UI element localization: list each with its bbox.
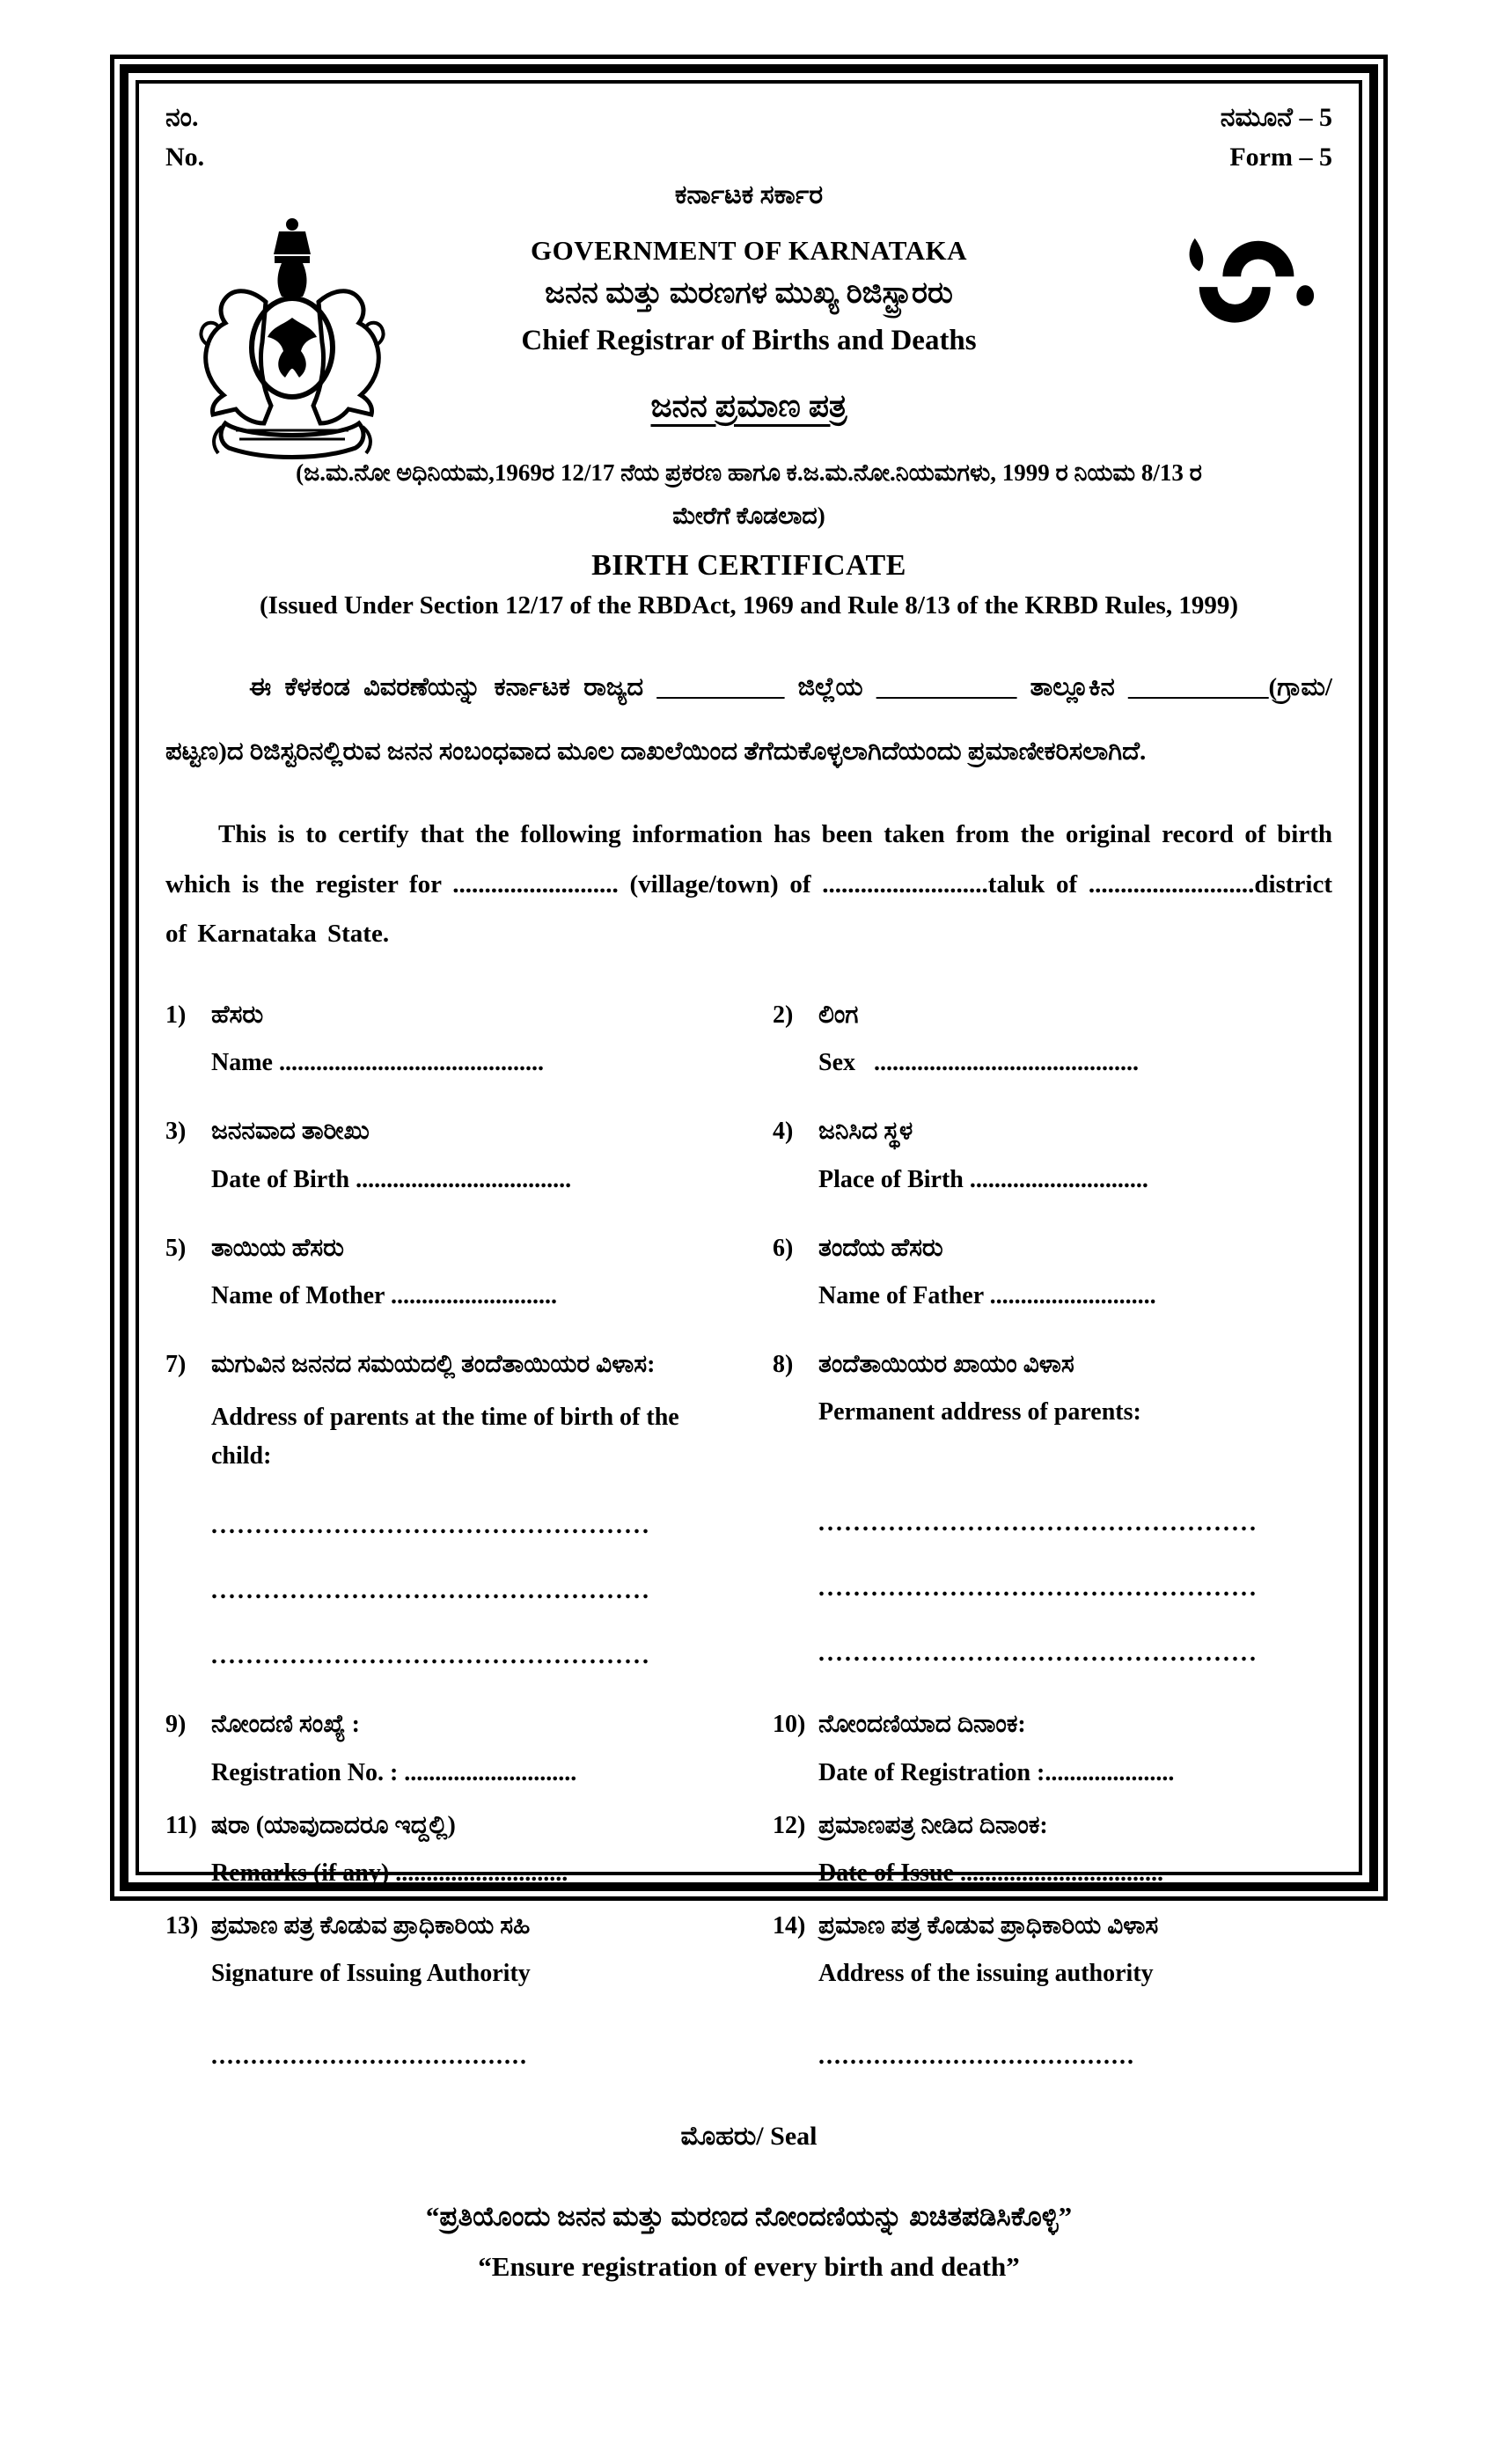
field-row-3-4 (165, 1116, 1332, 1193)
field-place-of-birth (773, 1116, 1332, 1193)
certificate-border (110, 55, 1388, 2283)
top-row (165, 98, 1332, 177)
field-label-en: Date of Registration :..................... (818, 1758, 1175, 1786)
field-permanent-address (773, 1349, 1332, 1670)
form-label-en: Form – 5 (1229, 143, 1332, 172)
act-reference-en: (Issued Under Section 12/17 of the RBDAct, 1969 and Rule 8/13 of the KRBD Rules, 1999) (260, 591, 1238, 620)
karnataka-state-emblem-icon (190, 214, 394, 478)
field-issuing-address (773, 1910, 1332, 2071)
registrar-title-en: Chief Registrar of Births and Deaths (521, 325, 977, 356)
field-label-kn: ಲಿಂಗ (818, 1001, 859, 1029)
field-number: 5) (165, 1234, 187, 1262)
no-label-kn: ನಂ. (165, 103, 199, 132)
address-blank-line: .................................................. (818, 1574, 1258, 1602)
field-row-9-10 (165, 1709, 1332, 1786)
certificate-border-mid (120, 64, 1378, 2283)
address-blank-line: .................................................. (211, 1512, 651, 1540)
field-label-en: Remarks (if any) ............................ (211, 1859, 568, 1887)
field-label-en: Place of Birth ............................. (818, 1165, 1148, 1193)
field-remarks (165, 1810, 757, 1888)
field-label-kn: ತಾಯಿಯ ಹೆಸರು (211, 1234, 344, 1262)
field-number: 1) (165, 1001, 187, 1029)
field-label-en: Name ........................................... (211, 1049, 544, 1077)
field-label-en: Registration No. : ............................ (211, 1758, 577, 1786)
field-label-kn: ಪ್ರಮಾಣ ಪತ್ರ ಕೊಡುವ ಪ್ರಾಧಿಕಾರಿಯ ವಿಳಾಸ (818, 1911, 1159, 1940)
field-row-7-8 (165, 1349, 1332, 1670)
field-label-kn: ಜನನವಾದ ತಾರೀಖು (211, 1118, 370, 1146)
number-block (165, 98, 204, 177)
field-number: 3) (165, 1118, 187, 1146)
act-reference-kn: (ಜ.ಮ.ನೋ ಅಧಿನಿಯಮ,1969ರ 12/17 ನೆಯ ಪ್ರಕರಣ ಹಾಗೂ ಕ.ಜ.ಮ.ನೋ.ನಿಯಮಗಳು, 1999 ರ ನಿಯಮ 8/13 ರ ಮೇರೆಗೆ ಕೊಡಲಾದ) (296, 459, 1202, 529)
field-issue-date (773, 1810, 1332, 1888)
field-birth-address (165, 1349, 757, 1670)
footer-quote-en: “Ensure registration of every birth and death” (478, 2251, 1020, 2283)
signature-blank-line: ........................................ (211, 2042, 528, 2071)
field-number: 6) (773, 1234, 794, 1262)
field-label-kn: ನೋಂದಣಿ ಸಂಖ್ಯೆ : (211, 1711, 360, 1739)
field-number: 8) (773, 1351, 794, 1378)
field-label-en: Date of Issue ................................. (818, 1859, 1163, 1887)
signature-blank-line: ........................................ (818, 2042, 1135, 2071)
field-label-en: Signature of Issuing Authority (211, 1960, 531, 1988)
field-sex (773, 1000, 1332, 1077)
certificate-title-en: BIRTH CERTIFICATE (591, 549, 906, 583)
field-label-en: Name of Father ........................... (818, 1282, 1156, 1309)
field-label-kn: ಪ್ರಮಾಣಪತ್ರ ನೀಡಿದ ದಿನಾಂಕ: (818, 1811, 1048, 1839)
fields-section (165, 1000, 1332, 2072)
footer-quote-kn: “ಪ್ರತಿಯೊಂದು ಜನನ ಮತ್ತು ಮರಣದ ನೋಂದಣಿಯನ್ನು ಖಚಿತಪಡಿಸಿಕೊಳ್ಳಿ” (425, 2201, 1073, 2233)
header (165, 177, 1332, 425)
field-number: 14) (773, 1911, 806, 1940)
field-number: 2) (773, 1001, 794, 1029)
address-blank-line: .................................................. (818, 1509, 1258, 1537)
field-number: 12) (773, 1811, 806, 1839)
form-number-block (1221, 98, 1332, 177)
field-label-kn: ಮಗುವಿನ ಜನನದ ಸಮಯದಲ್ಲಿ ತಂದೆತಾಯಿಯರ ವಿಳಾಸ: (211, 1351, 656, 1378)
field-label-kn: ತಂದೆತಾಯಿಯರ ಖಾಯಂ ವಿಳಾಸ (818, 1351, 1074, 1378)
field-mother-name (165, 1233, 757, 1310)
field-number: 7) (165, 1351, 187, 1378)
field-label-kn: ಜನಿಸಿದ ಸ್ಥಳ (818, 1118, 913, 1146)
field-name (165, 1000, 757, 1077)
field-number: 11) (165, 1811, 197, 1839)
field-row-5-6 (165, 1233, 1332, 1310)
field-date-of-birth (165, 1116, 757, 1193)
field-registration-no (165, 1709, 757, 1786)
field-label-kn: ತಂದೆಯ ಹೆಸರು (818, 1234, 943, 1262)
field-number: 13) (165, 1911, 199, 1940)
field-row-11-12 (165, 1810, 1332, 1888)
field-number: 10) (773, 1711, 806, 1739)
field-row-13-14 (165, 1910, 1332, 2071)
field-issuing-signature (165, 1910, 757, 2071)
field-label-en: Sex ........................................... (818, 1049, 1139, 1077)
certificate-body (136, 80, 1362, 2283)
no-label-en: No. (165, 143, 205, 172)
address-blank-line: .................................................. (818, 1639, 1258, 1668)
field-number: 4) (773, 1118, 794, 1146)
field-row-1-2 (165, 1000, 1332, 1077)
government-title-kn: ಕರ್ನಾಟಕ ಸರ್ಕಾರ (674, 180, 824, 209)
field-number: 9) (165, 1711, 187, 1739)
field-label-kn: ನೋಂದಣಿಯಾದ ದಿನಾಂಕ: (818, 1711, 1026, 1739)
field-label-kn: ಹೆಸರು (211, 1001, 264, 1029)
field-label-kn: ಷರಾ (ಯಾವುದಾದರೂ ಇದ್ದಲ್ಲಿ) (211, 1811, 456, 1839)
intro-paragraph-en: This is to certify that the following information has been taken from the original record of birth which is the register for .......................... (village/town) of ..........................taluk of ..........................district of Karnataka State. (165, 820, 1332, 949)
field-label-en: Date of Birth ................................... (211, 1165, 572, 1193)
seal-label: ಮೊಹರು/ Seal (680, 2122, 818, 2152)
field-father-name (773, 1233, 1332, 1310)
address-blank-line: .................................................. (211, 1642, 651, 1670)
government-title-en: GOVERNMENT OF KARNATAKA (530, 235, 968, 266)
registrar-title-kn: ಜನನ ಮತ್ತು ಮರಣಗಳ ಮುಖ್ಯ ರಿಜಿಸ್ಟ್ರಾರರು (545, 277, 953, 310)
field-registration-date (773, 1709, 1332, 1786)
field-label-en: Address of parents at the time of birth of the child: (211, 1404, 679, 1470)
form-label-kn: ನಮೂನೆ – 5 (1220, 103, 1332, 132)
field-label-en: Permanent address of parents: (818, 1398, 1141, 1426)
births-deaths-registrar-logo-icon (1181, 230, 1320, 355)
field-label-en: Name of Mother ........................... (211, 1282, 557, 1309)
address-blank-line: .................................................. (211, 1577, 651, 1605)
intro-paragraph-kn: ಈ ಕೆಳಕಂಡ ವಿವರಣೆಯನ್ನು ಕರ್ನಾಟಕ ರಾಜ್ಯದ __________ ಜಿಲ್ಲೆಯ ___________ ತಾಲ್ಲೂಕಿನ ___________(ಗ್ರಾಮ/ಪಟ್ಟಣ)ದ ರಿಜಿಸ್ಟರಿನಲ್ಲಿರುವ ಜನನ ಸಂಬಂಧವಾದ ಮೂಲ ದಾಖಲೆಯಿಂದ ತೆಗೆದುಕೊಳ್ಳಲಾಗಿದೆಯಂದು ಪ್ರಮಾಣೀಕರಿಸಲಾಗಿದೆ. (165, 673, 1332, 766)
field-label-en: Address of the issuing authority (818, 1960, 1154, 1988)
field-label-kn: ಪ್ರಮಾಣ ಪತ್ರ ಕೊಡುವ ಪ್ರಾಧಿಕಾರಿಯ ಸಹಿ (211, 1911, 531, 1940)
certificate-title-kn: ಜನನ ಪ್ರಮಾಣ ಪತ್ರ (650, 388, 847, 423)
